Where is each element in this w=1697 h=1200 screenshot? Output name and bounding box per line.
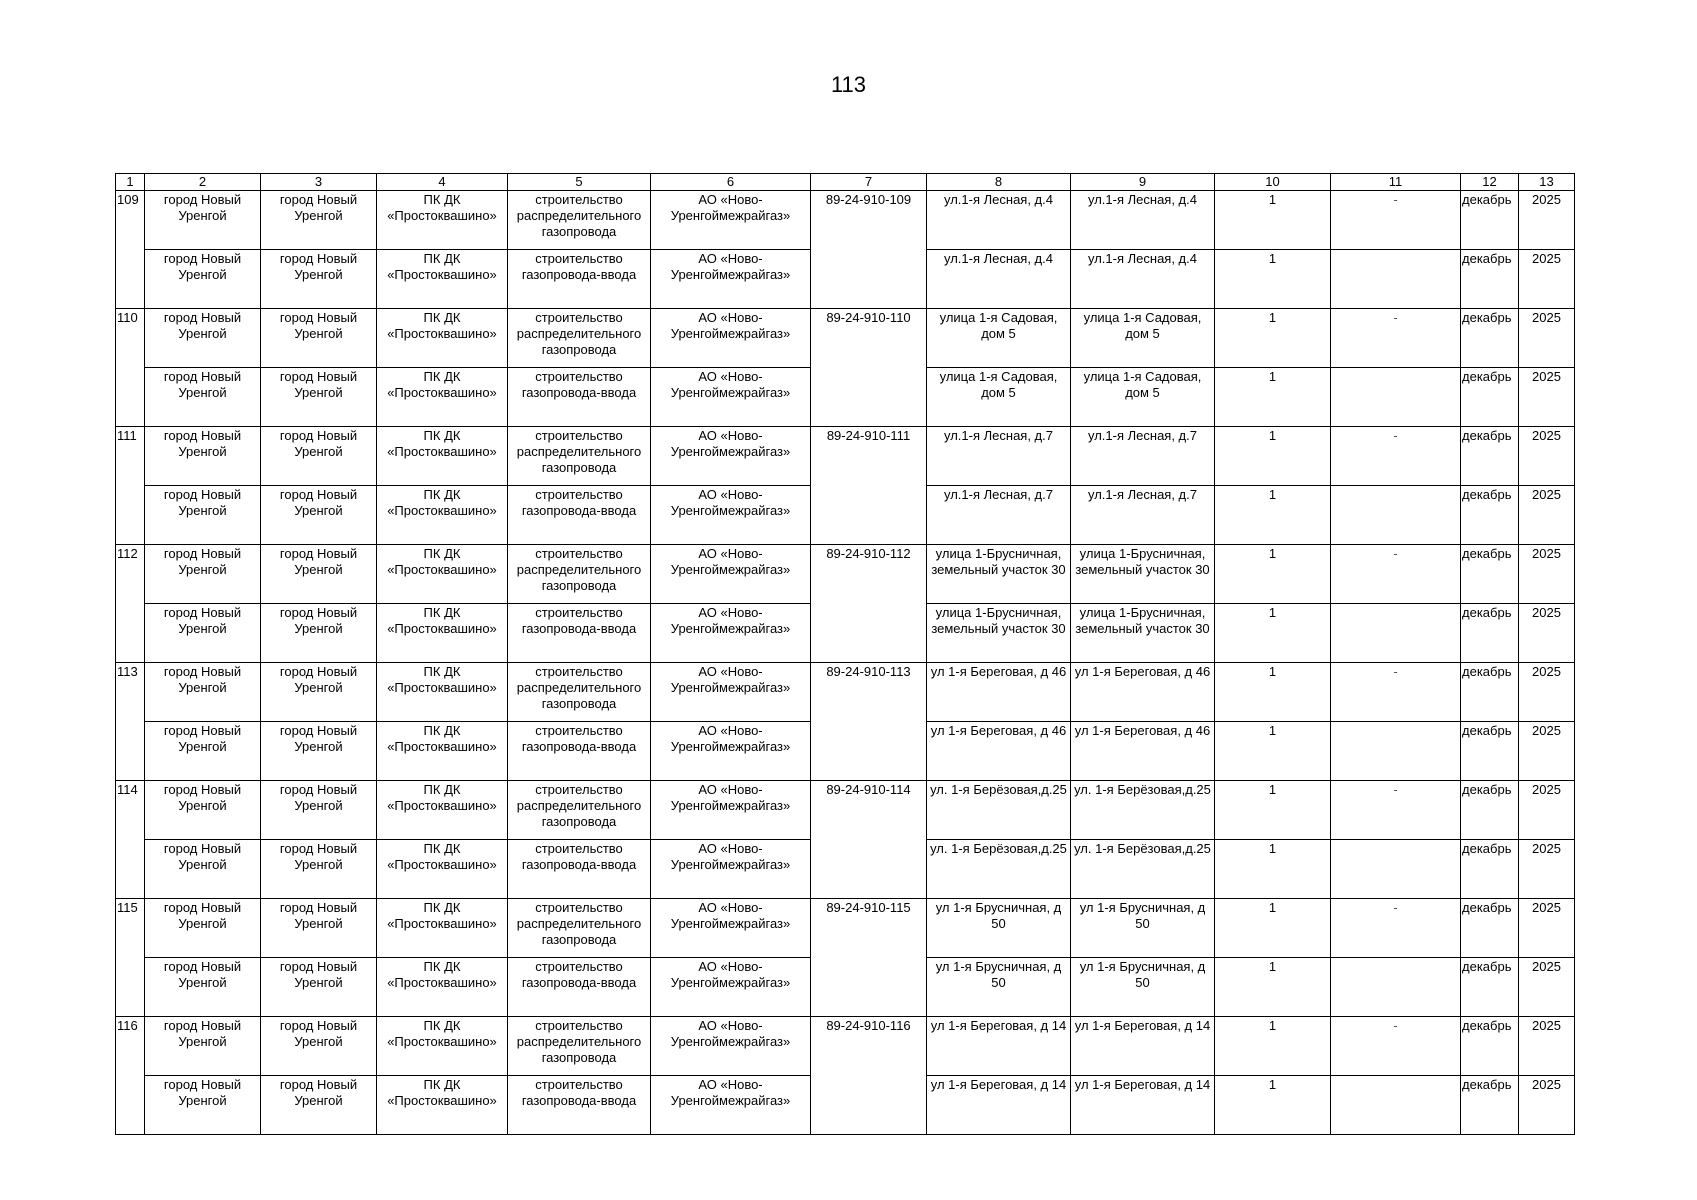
month-cell: декабрь (1461, 368, 1519, 427)
locality-cell: город Новый Уренгой (261, 486, 377, 545)
operator-cell: АО «Ново-Уренгоймежрайгаз» (651, 250, 811, 309)
address-cell: ул 1-я Береговая, д 46 (927, 663, 1071, 722)
column-number: 8 (927, 174, 1071, 191)
month-cell: декабрь (1461, 781, 1519, 840)
note-cell: - (1331, 545, 1461, 604)
address-cell: ул.1-я Лесная, д.4 (1071, 250, 1215, 309)
month-cell: декабрь (1461, 1076, 1519, 1135)
settlement-cell: город Новый Уренгой (145, 899, 261, 958)
quantity-cell: 1 (1215, 663, 1331, 722)
consumer-cell: ПК ДК «Простоквашино» (377, 663, 508, 722)
settlement-cell: город Новый Уренгой (145, 309, 261, 368)
quantity-cell: 1 (1215, 486, 1331, 545)
locality-cell: город Новый Уренгой (261, 427, 377, 486)
month-cell: декабрь (1461, 958, 1519, 1017)
column-number: 11 (1331, 174, 1461, 191)
settlement-cell: город Новый Уренгой (145, 250, 261, 309)
quantity-cell: 1 (1215, 427, 1331, 486)
work-type-cell: строительство газопровода-ввода (508, 604, 651, 663)
table-row (116, 899, 1575, 958)
year-cell: 2025 (1519, 1076, 1575, 1135)
note-cell: - (1331, 427, 1461, 486)
locality-cell: город Новый Уренгой (261, 545, 377, 604)
address-cell: ул.1-я Лесная, д.7 (1071, 486, 1215, 545)
row-number-cell: 115 (116, 899, 145, 1017)
operator-cell: АО «Ново-Уренгоймежрайгаз» (651, 722, 811, 781)
note-cell: - (1331, 309, 1461, 368)
quantity-cell: 1 (1215, 545, 1331, 604)
note-cell (1331, 604, 1461, 663)
quantity-cell: 1 (1215, 722, 1331, 781)
row-number-cell: 116 (116, 1017, 145, 1135)
locality-cell: город Новый Уренгой (261, 722, 377, 781)
address-cell: ул 1-я Береговая, д 14 (1071, 1076, 1215, 1135)
month-cell: декабрь (1461, 722, 1519, 781)
year-cell: 2025 (1519, 722, 1575, 781)
work-type-cell: строительство газопровода-ввода (508, 722, 651, 781)
consumer-cell: ПК ДК «Простоквашино» (377, 840, 508, 899)
table-row (116, 663, 1575, 722)
column-number: 3 (261, 174, 377, 191)
row-number-cell: 112 (116, 545, 145, 663)
consumer-cell: ПК ДК «Простоквашино» (377, 722, 508, 781)
year-cell: 2025 (1519, 840, 1575, 899)
work-type-cell: строительство распределительного газопровода (508, 899, 651, 958)
locality-cell: город Новый Уренгой (261, 191, 377, 250)
column-number: 1 (116, 174, 145, 191)
month-cell: декабрь (1461, 309, 1519, 368)
settlement-cell: город Новый Уренгой (145, 840, 261, 899)
address-cell: улица 1-Брусничная, земельный участок 30 (1071, 604, 1215, 663)
table-row (116, 545, 1575, 604)
locality-cell: город Новый Уренгой (261, 958, 377, 1017)
locality-cell: город Новый Уренгой (261, 309, 377, 368)
operator-cell: АО «Ново-Уренгоймежрайгаз» (651, 368, 811, 427)
quantity-cell: 1 (1215, 309, 1331, 368)
note-cell (1331, 958, 1461, 1017)
year-cell: 2025 (1519, 368, 1575, 427)
address-cell: ул 1-я Береговая, д 14 (1071, 1017, 1215, 1076)
month-cell: декабрь (1461, 191, 1519, 250)
work-type-cell: строительство распределительного газопровода (508, 545, 651, 604)
operator-cell: АО «Ново-Уренгоймежрайгаз» (651, 1017, 811, 1076)
month-cell: декабрь (1461, 486, 1519, 545)
work-type-cell: строительство распределительного газопровода (508, 663, 651, 722)
locality-cell: город Новый Уренгой (261, 368, 377, 427)
address-cell: ул. 1-я Берёзовая,д.25 (927, 781, 1071, 840)
year-cell: 2025 (1519, 250, 1575, 309)
settlement-cell: город Новый Уренгой (145, 1017, 261, 1076)
consumer-cell: ПК ДК «Простоквашино» (377, 899, 508, 958)
address-cell: ул.1-я Лесная, д.4 (927, 250, 1071, 309)
work-type-cell: строительство распределительного газопровода (508, 309, 651, 368)
year-cell: 2025 (1519, 486, 1575, 545)
note-cell (1331, 840, 1461, 899)
column-number: 13 (1519, 174, 1575, 191)
consumer-cell: ПК ДК «Простоквашино» (377, 958, 508, 1017)
settlement-cell: город Новый Уренгой (145, 545, 261, 604)
quantity-cell: 1 (1215, 1076, 1331, 1135)
operator-cell: АО «Ново-Уренгоймежрайгаз» (651, 663, 811, 722)
code-cell: 89-24-910-112 (811, 545, 927, 663)
consumer-cell: ПК ДК «Простоквашино» (377, 545, 508, 604)
gasification-table (115, 173, 1575, 1135)
consumer-cell: ПК ДК «Простоквашино» (377, 368, 508, 427)
note-cell: - (1331, 663, 1461, 722)
row-number-cell: 111 (116, 427, 145, 545)
month-cell: декабрь (1461, 545, 1519, 604)
address-cell: ул 1-я Береговая, д 14 (927, 1017, 1071, 1076)
row-number-cell: 113 (116, 663, 145, 781)
quantity-cell: 1 (1215, 840, 1331, 899)
address-cell: ул 1-я Брусничная, д 50 (1071, 958, 1215, 1017)
operator-cell: АО «Ново-Уренгоймежрайгаз» (651, 840, 811, 899)
consumer-cell: ПК ДК «Простоквашино» (377, 427, 508, 486)
table-row (116, 1017, 1575, 1076)
code-cell: 89-24-910-111 (811, 427, 927, 545)
quantity-cell: 1 (1215, 781, 1331, 840)
quantity-cell: 1 (1215, 250, 1331, 309)
work-type-cell: строительство газопровода-ввода (508, 840, 651, 899)
work-type-cell: строительство распределительного газопровода (508, 427, 651, 486)
month-cell: декабрь (1461, 250, 1519, 309)
note-cell (1331, 486, 1461, 545)
code-cell: 89-24-910-109 (811, 191, 927, 309)
work-type-cell: строительство газопровода-ввода (508, 958, 651, 1017)
settlement-cell: город Новый Уренгой (145, 191, 261, 250)
operator-cell: АО «Ново-Уренгоймежрайгаз» (651, 309, 811, 368)
settlement-cell: город Новый Уренгой (145, 663, 261, 722)
address-cell: улица 1-Брусничная, земельный участок 30 (927, 604, 1071, 663)
address-cell: ул 1-я Брусничная, д 50 (1071, 899, 1215, 958)
address-cell: улица 1-я Садовая, дом 5 (1071, 309, 1215, 368)
note-cell (1331, 722, 1461, 781)
note-cell (1331, 250, 1461, 309)
quantity-cell: 1 (1215, 899, 1331, 958)
year-cell: 2025 (1519, 427, 1575, 486)
page-number: 113 (830, 72, 867, 97)
address-cell: ул.1-я Лесная, д.7 (1071, 427, 1215, 486)
operator-cell: АО «Ново-Уренгоймежрайгаз» (651, 191, 811, 250)
address-cell: улица 1-я Садовая, дом 5 (927, 368, 1071, 427)
operator-cell: АО «Ново-Уренгоймежрайгаз» (651, 958, 811, 1017)
year-cell: 2025 (1519, 309, 1575, 368)
work-type-cell: строительство распределительного газопровода (508, 191, 651, 250)
locality-cell: город Новый Уренгой (261, 1076, 377, 1135)
address-cell: ул 1-я Береговая, д 14 (927, 1076, 1071, 1135)
column-number: 9 (1071, 174, 1215, 191)
month-cell: декабрь (1461, 840, 1519, 899)
address-cell: ул 1-я Брусничная, д 50 (927, 899, 1071, 958)
work-type-cell: строительство газопровода-ввода (508, 1076, 651, 1135)
code-cell: 89-24-910-115 (811, 899, 927, 1017)
month-cell: декабрь (1461, 1017, 1519, 1076)
row-number-cell: 109 (116, 191, 145, 309)
locality-cell: город Новый Уренгой (261, 899, 377, 958)
quantity-cell: 1 (1215, 604, 1331, 663)
locality-cell: город Новый Уренгой (261, 1017, 377, 1076)
row-number-cell: 110 (116, 309, 145, 427)
work-type-cell: строительство газопровода-ввода (508, 368, 651, 427)
operator-cell: АО «Ново-Уренгоймежрайгаз» (651, 1076, 811, 1135)
note-cell (1331, 368, 1461, 427)
month-cell: декабрь (1461, 427, 1519, 486)
locality-cell: город Новый Уренгой (261, 781, 377, 840)
operator-cell: АО «Ново-Уренгоймежрайгаз» (651, 781, 811, 840)
address-cell: улица 1-Брусничная, земельный участок 30 (1071, 545, 1215, 604)
settlement-cell: город Новый Уренгой (145, 958, 261, 1017)
note-cell: - (1331, 781, 1461, 840)
column-number: 7 (811, 174, 927, 191)
year-cell: 2025 (1519, 545, 1575, 604)
work-type-cell: строительство газопровода-ввода (508, 250, 651, 309)
locality-cell: город Новый Уренгой (261, 840, 377, 899)
year-cell: 2025 (1519, 191, 1575, 250)
consumer-cell: ПК ДК «Простоквашино» (377, 486, 508, 545)
quantity-cell: 1 (1215, 368, 1331, 427)
table-row (116, 191, 1575, 250)
code-cell: 89-24-910-110 (811, 309, 927, 427)
settlement-cell: город Новый Уренгой (145, 427, 261, 486)
locality-cell: город Новый Уренгой (261, 250, 377, 309)
quantity-cell: 1 (1215, 191, 1331, 250)
note-cell: - (1331, 899, 1461, 958)
operator-cell: АО «Ново-Уренгоймежрайгаз» (651, 899, 811, 958)
work-type-cell: строительство газопровода-ввода (508, 486, 651, 545)
consumer-cell: ПК ДК «Простоквашино» (377, 191, 508, 250)
operator-cell: АО «Ново-Уренгоймежрайгаз» (651, 545, 811, 604)
year-cell: 2025 (1519, 781, 1575, 840)
row-number-cell: 114 (116, 781, 145, 899)
settlement-cell: город Новый Уренгой (145, 1076, 261, 1135)
consumer-cell: ПК ДК «Простоквашино» (377, 604, 508, 663)
consumer-cell: ПК ДК «Простоквашино» (377, 1017, 508, 1076)
address-cell: ул 1-я Брусничная, д 50 (927, 958, 1071, 1017)
locality-cell: город Новый Уренгой (261, 604, 377, 663)
month-cell: декабрь (1461, 604, 1519, 663)
address-cell: ул.1-я Лесная, д.4 (1071, 191, 1215, 250)
column-number: 5 (508, 174, 651, 191)
address-cell: ул. 1-я Берёзовая,д.25 (1071, 840, 1215, 899)
settlement-cell: город Новый Уренгой (145, 781, 261, 840)
code-cell: 89-24-910-113 (811, 663, 927, 781)
consumer-cell: ПК ДК «Простоквашино» (377, 1076, 508, 1135)
column-number: 4 (377, 174, 508, 191)
column-number: 10 (1215, 174, 1331, 191)
quantity-cell: 1 (1215, 1017, 1331, 1076)
year-cell: 2025 (1519, 1017, 1575, 1076)
note-cell (1331, 1076, 1461, 1135)
address-cell: улица 1-Брусничная, земельный участок 30 (927, 545, 1071, 604)
table-row (116, 309, 1575, 368)
operator-cell: АО «Ново-Уренгоймежрайгаз» (651, 427, 811, 486)
operator-cell: АО «Ново-Уренгоймежрайгаз» (651, 604, 811, 663)
work-type-cell: строительство распределительного газопровода (508, 1017, 651, 1076)
month-cell: декабрь (1461, 899, 1519, 958)
settlement-cell: город Новый Уренгой (145, 604, 261, 663)
code-cell: 89-24-910-116 (811, 1017, 927, 1135)
address-cell: ул 1-я Береговая, д 46 (927, 722, 1071, 781)
column-number-row (116, 174, 1575, 191)
address-cell: ул.1-я Лесная, д.4 (927, 191, 1071, 250)
address-cell: улица 1-я Садовая, дом 5 (927, 309, 1071, 368)
column-number: 6 (651, 174, 811, 191)
month-cell: декабрь (1461, 663, 1519, 722)
year-cell: 2025 (1519, 899, 1575, 958)
address-cell: ул 1-я Береговая, д 46 (1071, 663, 1215, 722)
note-cell: - (1331, 1017, 1461, 1076)
consumer-cell: ПК ДК «Простоквашино» (377, 309, 508, 368)
address-cell: ул. 1-я Берёзовая,д.25 (1071, 781, 1215, 840)
settlement-cell: город Новый Уренгой (145, 368, 261, 427)
consumer-cell: ПК ДК «Простоквашино» (377, 781, 508, 840)
year-cell: 2025 (1519, 958, 1575, 1017)
consumer-cell: ПК ДК «Простоквашино» (377, 250, 508, 309)
table-row (116, 427, 1575, 486)
code-cell: 89-24-910-114 (811, 781, 927, 899)
operator-cell: АО «Ново-Уренгоймежрайгаз» (651, 486, 811, 545)
column-number: 12 (1461, 174, 1519, 191)
address-cell: ул.1-я Лесная, д.7 (927, 486, 1071, 545)
address-cell: ул 1-я Береговая, д 46 (1071, 722, 1215, 781)
year-cell: 2025 (1519, 604, 1575, 663)
work-type-cell: строительство распределительного газопровода (508, 781, 651, 840)
table-row (116, 781, 1575, 840)
settlement-cell: город Новый Уренгой (145, 722, 261, 781)
address-cell: улица 1-я Садовая, дом 5 (1071, 368, 1215, 427)
address-cell: ул.1-я Лесная, д.7 (927, 427, 1071, 486)
table-body (116, 174, 1575, 1135)
note-cell: - (1331, 191, 1461, 250)
column-number: 2 (145, 174, 261, 191)
settlement-cell: город Новый Уренгой (145, 486, 261, 545)
year-cell: 2025 (1519, 663, 1575, 722)
quantity-cell: 1 (1215, 958, 1331, 1017)
locality-cell: город Новый Уренгой (261, 663, 377, 722)
address-cell: ул. 1-я Берёзовая,д.25 (927, 840, 1071, 899)
